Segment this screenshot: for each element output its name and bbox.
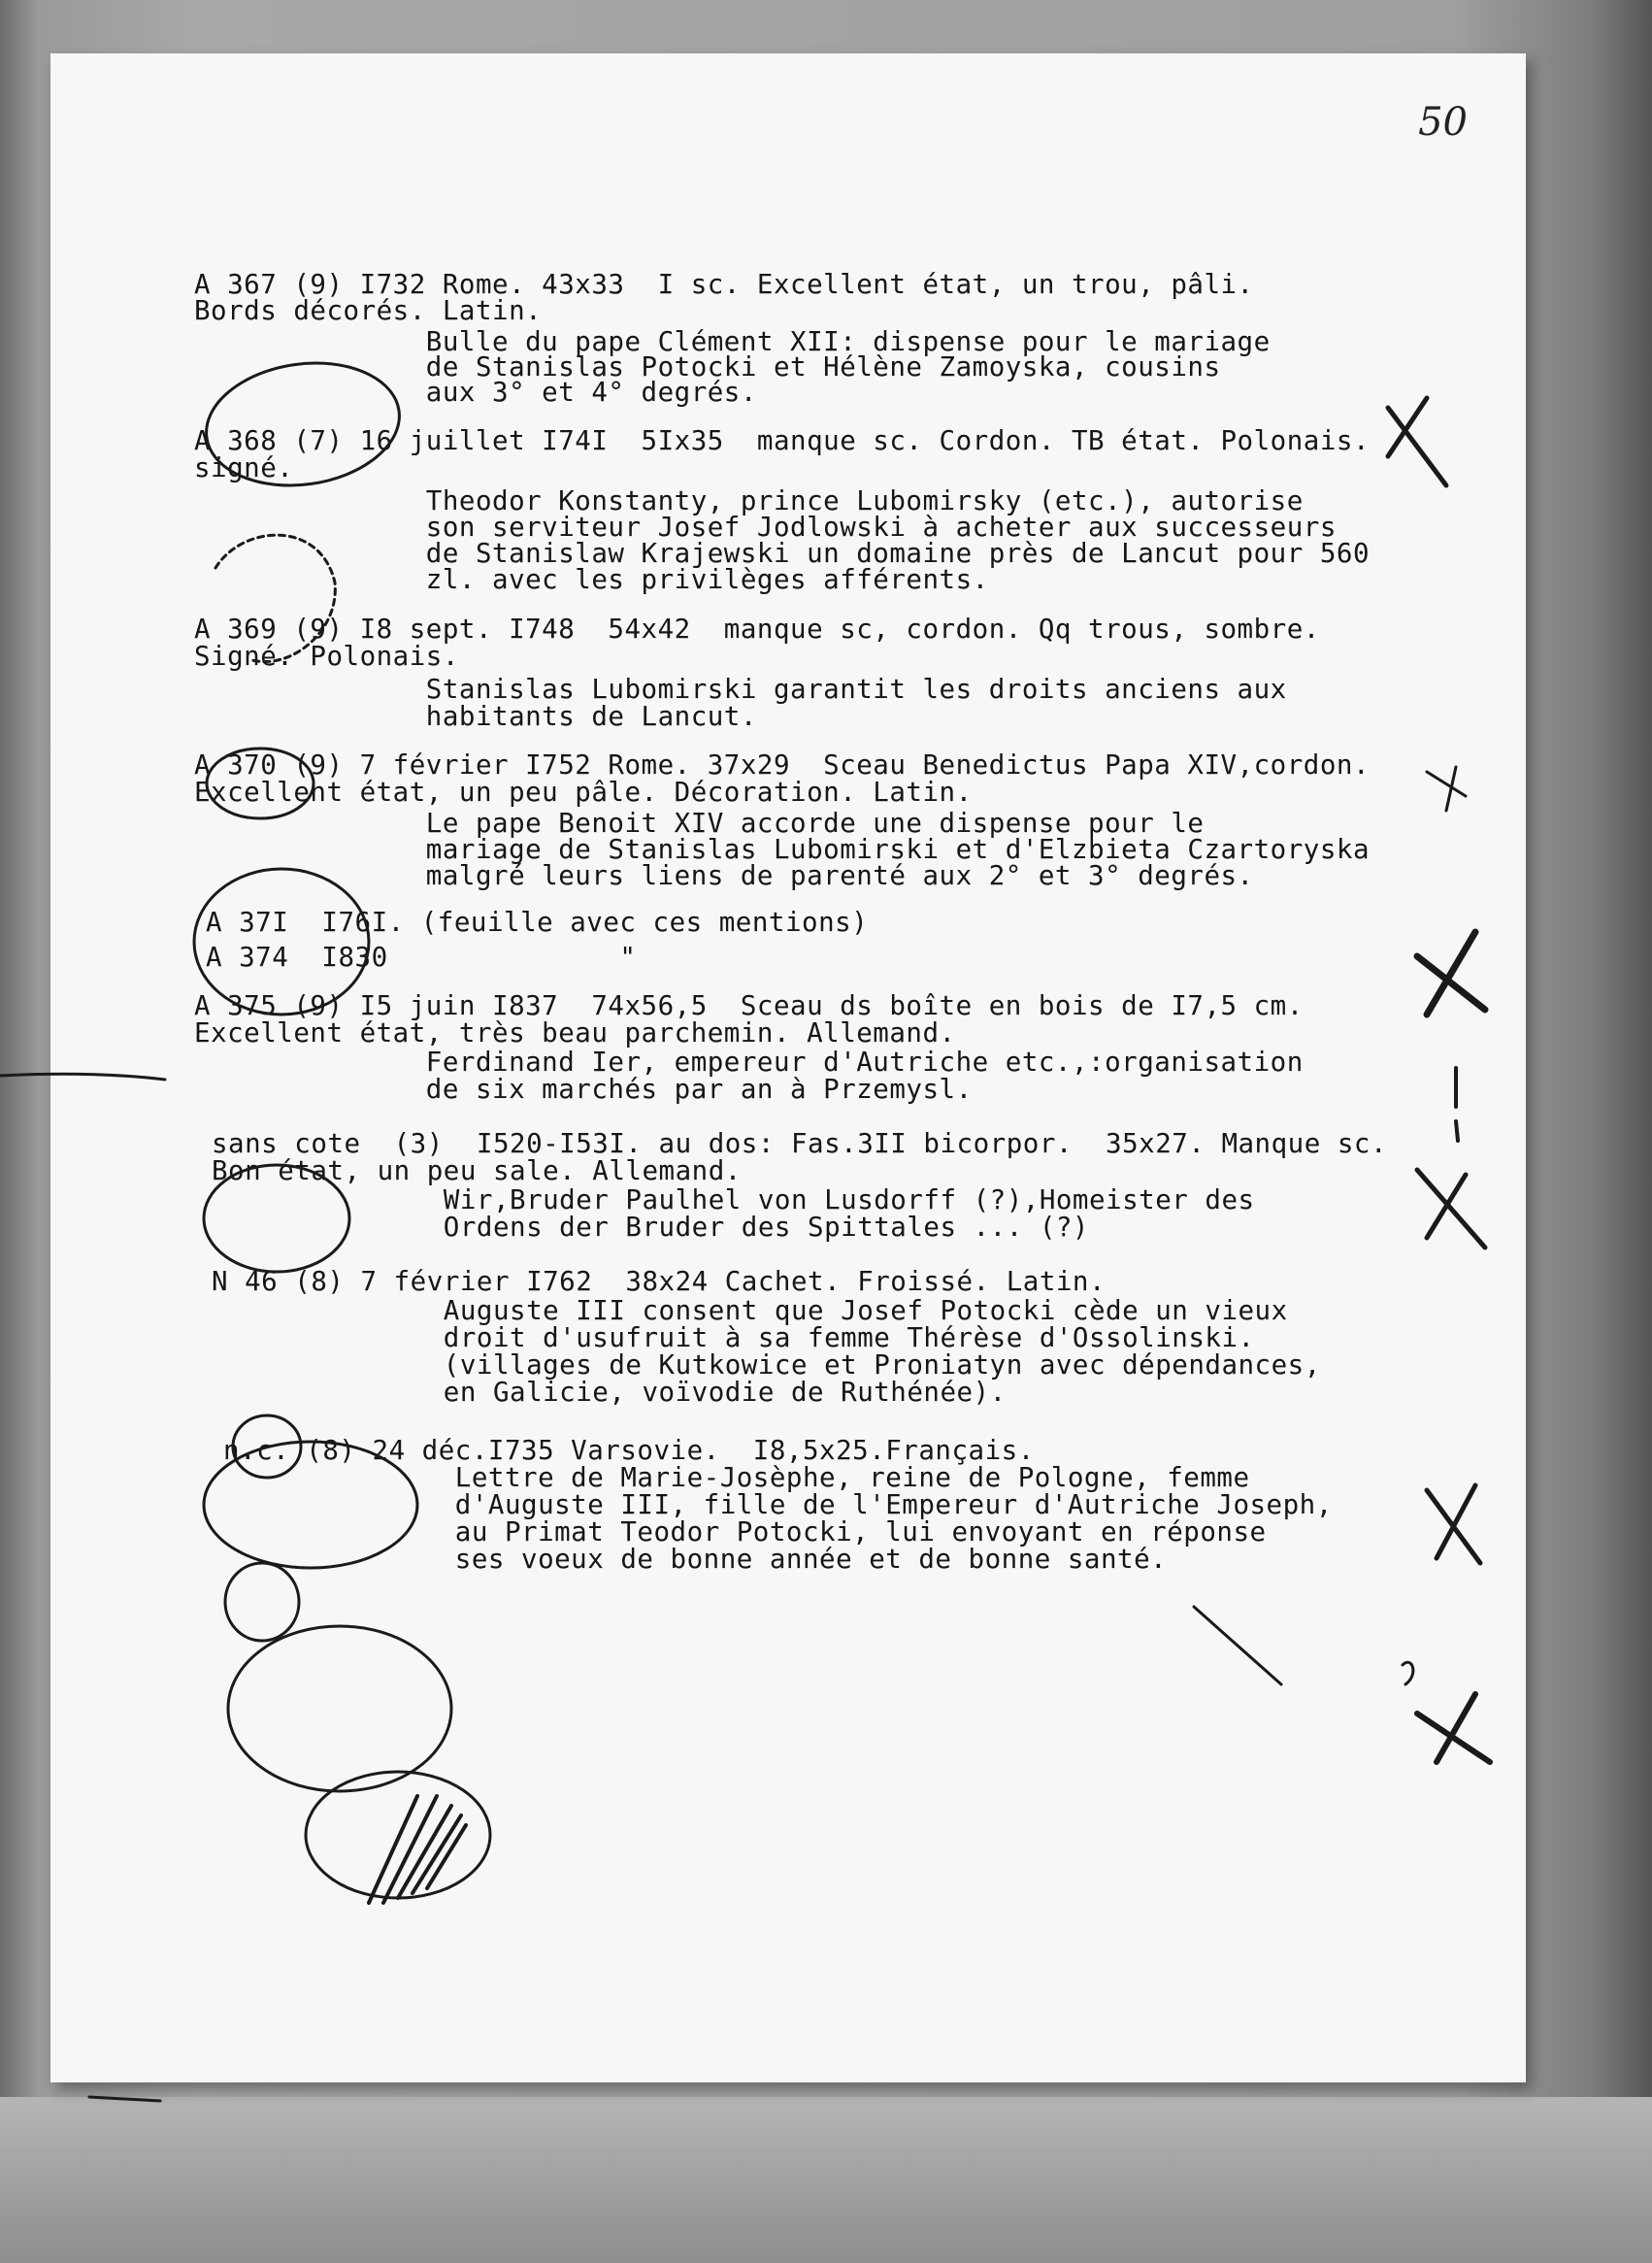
entry-line: Stanislas Lubomirski garantit les droits anciens aux xyxy=(194,674,1287,705)
entry-line: N 46 (8) 7 février I762 38x24 Cachet. Froissé. Latin. xyxy=(212,1266,1107,1297)
entry-line: en Galicie, voïvodie de Ruthénée). xyxy=(212,1377,1007,1408)
entry-line: Lettre de Marie-Josèphe, reine de Pologne, femme xyxy=(223,1462,1250,1493)
entry-line: ses voeux de bonne année et de bonne santé. xyxy=(223,1544,1168,1575)
entry-line: Le pape Benoit XIV accorde une dispense pour le xyxy=(194,808,1205,839)
entry-line: Excellent état, un peu pâle. Décoration. Latin. xyxy=(194,777,973,808)
entry-line: n.c. (8) 24 déc.I735 Varsovie. I8,5x25.Français. xyxy=(223,1435,1035,1466)
document-page xyxy=(50,53,1526,2082)
entry-line: A 367 (9) I732 Rome. 43x33 I sc. Excellent état, un trou, pâli. xyxy=(194,269,1254,300)
page-number: 50 xyxy=(1418,100,1468,145)
entry-line: A 369 (9) I8 sept. I748 54x42 manque sc, cordon. Qq trous, sombre. xyxy=(194,614,1320,645)
entry-line: de six marchés par an à Przemysl. xyxy=(194,1074,973,1105)
entry-line: malgré leurs liens de parenté aux 2° et 3° degrés. xyxy=(194,860,1254,891)
document-body xyxy=(50,53,1526,2082)
entry-line: habitants de Lancut. xyxy=(194,701,757,732)
entry-line: signé. xyxy=(194,452,294,483)
entry-line: zl. avec les privilèges afférents. xyxy=(194,564,989,595)
entry-line: Bon état, un peu sale. Allemand. xyxy=(212,1155,742,1186)
entry-line: A 370 (9) 7 février I752 Rome. 37x29 Sceau Benedictus Papa XIV,cordon. xyxy=(194,749,1371,781)
entry-line: d'Auguste III, fille de l'Empereur d'Autriche Joseph, xyxy=(223,1489,1333,1520)
entry-line: Bulle du pape Clément XII: dispense pour le mariage xyxy=(194,326,1271,357)
entry-line: de Stanislaw Krajewski un domaine près de Lancut pour 560 xyxy=(194,538,1371,569)
scan-table-surface xyxy=(0,2097,1652,2263)
entry-line: Wir,Bruder Paulhel von Lusdorff (?),Homeister des xyxy=(212,1184,1255,1215)
entry-line: A 368 (7) 16 juillet I74I 5Ix35 manque sc. Cordon. TB état. Polonais. xyxy=(194,425,1371,456)
entry-line: Theodor Konstanty, prince Lubomirsky (etc.), autorise xyxy=(194,485,1304,516)
entry-line: (villages de Kutkowice et Proniatyn avec dépendances, xyxy=(212,1349,1321,1381)
entry-line: aux 3° et 4° degrés. xyxy=(194,377,757,408)
entry-line: Ordens der Bruder des Spittales ... (?) xyxy=(212,1212,1089,1243)
entry-line: Auguste III consent que Josef Potocki cède un vieux xyxy=(212,1295,1288,1326)
entry-line: A 375 (9) I5 juin I837 74x56,5 Sceau ds boîte en bois de I7,5 cm. xyxy=(194,990,1304,1021)
entry-line: A 37I I76I. (feuille avec ces mentions) xyxy=(206,907,869,938)
entry-line: au Primat Teodor Potocki, lui envoyant en réponse xyxy=(223,1516,1267,1547)
entry-line: mariage de Stanislas Lubomirski et d'Elzbieta Czartoryska xyxy=(194,834,1371,865)
entry-line: A 374 I830 " xyxy=(206,942,637,973)
entry-line: Excellent état, très beau parchemin. Allemand. xyxy=(194,1017,956,1048)
entry-line: Signé. Polonais. xyxy=(194,641,459,672)
entry-line: sans cote (3) I520-I53I. au dos: Fas.3II bicorpor. 35x27. Manque sc. xyxy=(212,1128,1388,1159)
entry-line: son serviteur Josef Jodlowski à acheter aux successeurs xyxy=(194,512,1337,543)
entry-line: de Stanislas Potocki et Hélène Zamoyska, cousins xyxy=(194,351,1221,383)
entry-line: droit d'usufruit à sa femme Thérèse d'Ossolinski. xyxy=(212,1322,1255,1353)
entry-line: Ferdinand Ier, empereur d'Autriche etc.,:organisation xyxy=(194,1047,1304,1078)
entry-line: Bords décorés. Latin. xyxy=(194,295,543,326)
